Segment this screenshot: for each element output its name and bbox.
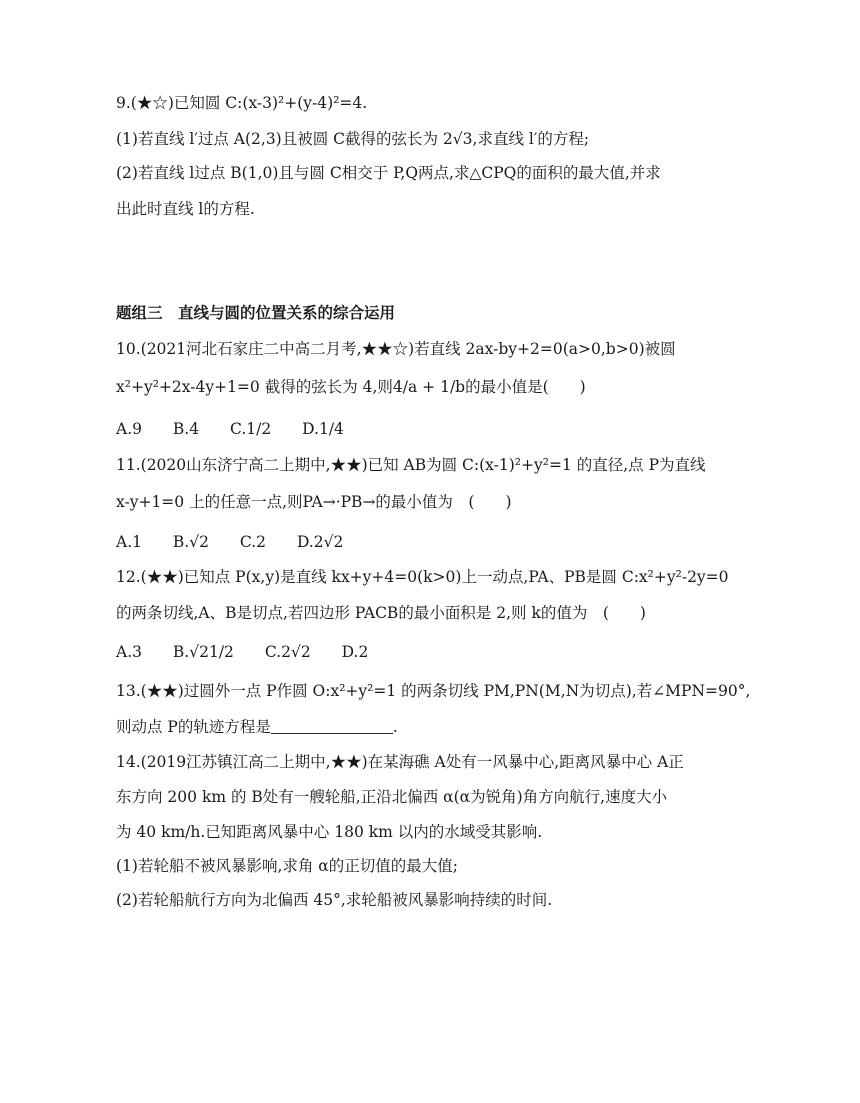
q10-option-a: A.9 [116,420,142,438]
q9-part2-line1: (2)若直线 l过点 B(1,0)且与圆 C相交于 P,Q两点,求△CPQ的面积的最大值,并求 [116,164,661,182]
q10-option-d: D.1/4 [302,420,344,438]
q14-line1: 14.(2019江苏镇江高二上期中,★★)在某海礁 A处有一风暴中心,距离风暴中心 A正 [116,753,684,771]
q12-option-c: C.2√2 [264,643,311,661]
q12-line2: 的两条切线,A、B是切点,若四边形 PACB的最小面积是 2,则 k的值为 ( ) [116,604,646,622]
q10-line1: 10.(2021河北石家庄二中高二月考,★★☆)若直线 2ax-by+2=0(a>0,b>0)被圆 [116,340,676,358]
q14-line2: 东方向 200 km 的 B处有一艘轮船,正沿北偏西 α(α为锐角)角方向航行,速度大小 [116,788,668,806]
answer-blank [271,719,393,734]
q14-line3: 为 40 km/h.已知距离风暴中心 180 km 以内的水域受其影响. [116,823,543,841]
q12-option-a: A.3 [116,643,142,661]
q11-option-b: B.√2 [172,533,209,551]
q11-option-c: C.2 [239,533,267,551]
q13-line2-text: 则动点 P的轨迹方程是 [116,718,271,736]
q9-stem: 9.(★☆)已知圆 C:(x-3)²+(y-4)²=4. [116,94,368,112]
q9-part1: (1)若直线 l′过点 A(2,3)且被圆 C截得的弦长为 2√3,求直线 l′的方程; [116,130,590,148]
q11-option-d: D.2√2 [296,533,344,551]
q12-option-d: D.2 [341,643,369,661]
q11-line1: 11.(2020山东济宁高二上期中,★★)已知 AB为圆 C:(x-1)²+y²=1 的直径,点 P为直线 [116,456,706,474]
q10-line2: x²+y²+2x-4y+1=0 截得的弦长为 4,则4/a + 1/b的最小值是( ) [116,378,586,396]
q10-option-b: B.4 [172,420,200,438]
q12-line1: 12.(★★)已知点 P(x,y)是直线 kx+y+4=0(k>0)上一动点,PA、PB是圆 C:x²+y²-2y=0 [116,568,729,586]
q13-line2-end: . [392,718,398,736]
q12-options [116,642,394,662]
q14-part1: (1)若轮船不被风暴影响,求角 α的正切值的最大值; [116,857,459,875]
q12-option-b: B.√21/2 [172,643,234,661]
q14-part2: (2)若轮船航行方向为北偏西 45°,求轮船被风暴影响持续的时间. [116,891,553,909]
q10-options [116,419,370,439]
q13-line1: 13.(★★)过圆外一点 P作圆 O:x²+y²=1 的两条切线 PM,PN(M,N为切点),若∠MPN=90°, [116,682,751,700]
q10-option-c: C.1/2 [230,420,272,438]
q11-options [116,532,369,552]
q9-part2-line2: 出此时直线 l的方程. [116,200,255,218]
section-title: 题组三 直线与圆的位置关系的综合运用 [116,304,396,322]
q11-option-a: A.1 [116,533,142,551]
q13-line2 [116,717,398,737]
q11-line2: x-y+1=0 上的任意一点,则PA→·PB→的最小值为 ( ) [116,493,512,511]
